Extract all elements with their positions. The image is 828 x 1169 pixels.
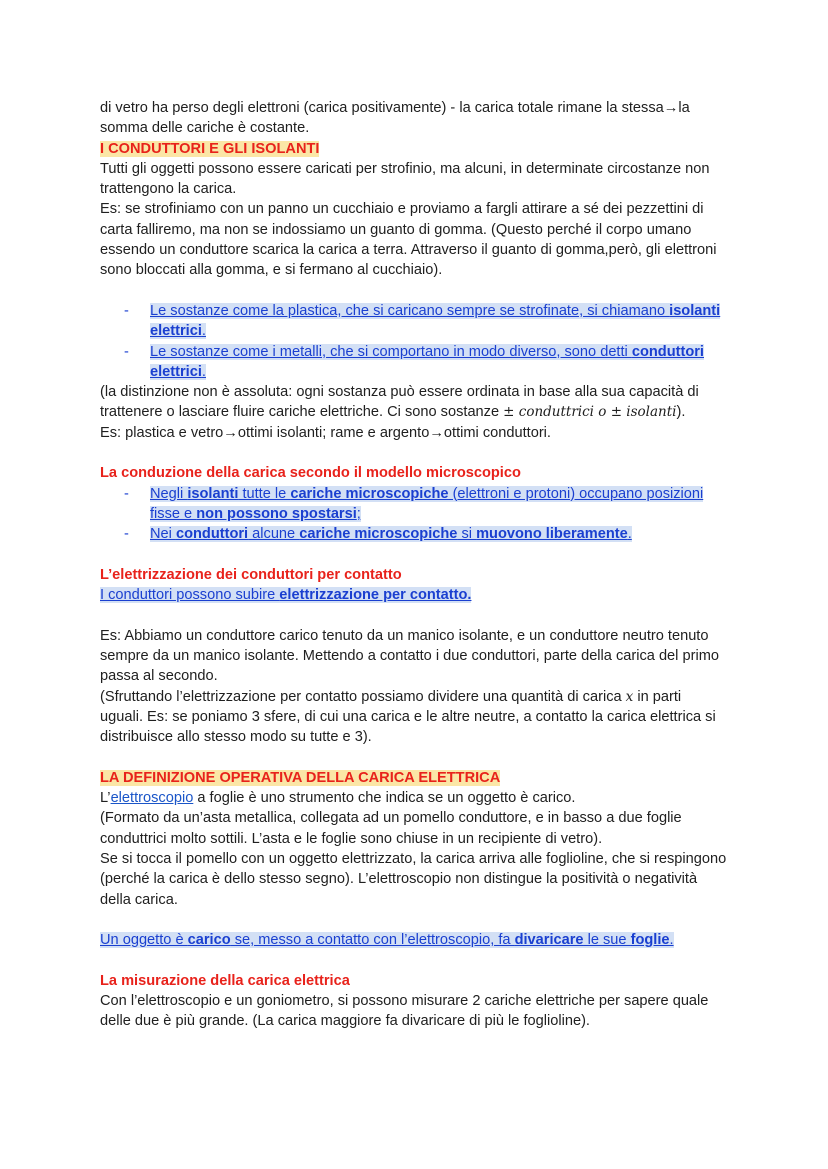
paragraph: Tutti gli oggetti possono essere caricati per strofinio, ma alcuni, in determinate circostanze non trattengono la carica. (100, 160, 710, 198)
paragraph: L’elettroscopio a foglie è uno strumento che indica se un oggetto è carico. (100, 790, 576, 807)
section-title-definizione-operativa: LA DEFINIZIONE OPERATIVA DELLA CARICA ELETTRICA (100, 769, 501, 786)
section-title-conduzione: La conduzione della carica secondo il modello microscopico (100, 465, 521, 482)
list-item: - Le sostanze come la plastica, che si caricano sempre se strofinate, si chiamano isolanti elettrici. (100, 301, 728, 342)
section-title-conduttori-isolanti: I CONDUTTORI E GLI ISOLANTI (100, 140, 320, 157)
paragraph: Es: se strofiniamo con un panno un cucchiaio e proviamo a fargli attirare a sé dei pezzettini di carta falliremo, ma non se indossiamo un guanto di gomma. (Questo perché il corpo umano essendo un conduttore scarica la carica a terra. Attraverso il guanto di gomma,però, gli elettroni sono bloccati alla gomma, e si fermano al cucchiaio). (100, 201, 717, 279)
paragraph: (la distinzione non è assoluta: ogni sostanza può essere ordinata in base alla sua capacità di trattenere o lasciare fluire cariche elettriche. Ci sono sostanze ± conduttrici o ± isolanti). (100, 384, 699, 421)
paragraph: Es: plastica e vetro→ottimi isolanti; rame e argento→ottimi conduttori. (100, 424, 551, 441)
math-expression: ± conduttrici o ± isolanti (503, 404, 677, 421)
bullet-list-sostanze (100, 301, 728, 382)
paragraph: Con l’elettroscopio e un goniometro, si possono misurare 2 cariche elettriche per sapere quale delle due è più grande. (La carica maggiore fa divaricare di più le foglioline). (100, 993, 709, 1030)
list-item: - Negli isolanti tutte le cariche microscopiche (elettroni e protoni) occupano posizioni fisse e non possono spostarsi; (100, 484, 728, 525)
paragraph: (Formato da un’asta metallica, collegata ad un pomello conduttore, e in basso a due foglie conduttrici molto sottili. L’asta e le foglie sono chiuse in un recipiente di vetro). (100, 810, 682, 847)
paragraph: Se si tocca il pomello con un oggetto elettrizzato, la carica arriva alle foglioline, che si respingono (perché la carica è dello stesso segno). L’elettroscopio non distingue la positività o negatività della carica. (100, 850, 727, 908)
paragraph: Es: Abbiamo un conduttore carico tenuto da un manico isolante, e un conduttore neutro tenuto sempre da un manico isolante. Mettendo a contatto i due conduttori, parte della carica del primo passa al secondo. (100, 627, 719, 685)
list-item: - Nei conduttori alcune cariche microscopiche si muovono liberamente. (100, 524, 728, 544)
elettroscopio-link[interactable]: elettroscopio (110, 790, 194, 807)
paragraph: (Sfruttando l’elettrizzazione per contatto possiamo dividere una quantità di carica x in parti uguali. Es: se poniamo 3 sfere, di cui una carica e le altre neutre, a contatto la carica elettrica si distribuisce allo stesso modo su tutte e 3). (100, 688, 716, 746)
highlighted-statement: Un oggetto è carico se, messo a contatto con l’elettroscopio, fa divaricare le sue foglie. (100, 932, 674, 949)
intro-text: di vetro ha perso degli elettroni (carica positivamente) - la carica totale rimane la stessa→la somma delle cariche è costante. (100, 100, 690, 137)
bullet-list-modello (100, 484, 728, 545)
section-title-misurazione: La misurazione della carica elettrica (100, 972, 350, 989)
list-item: - Le sostanze come i metalli, che si comportano in modo diverso, sono detti conduttori elettrici. (100, 342, 728, 383)
highlighted-statement: I conduttori possono subire elettrizzazione per contatto. (100, 587, 472, 604)
math-variable: x (625, 688, 634, 705)
section-title-elettrizzazione: L’elettrizzazione dei conduttori per contatto (100, 566, 402, 583)
